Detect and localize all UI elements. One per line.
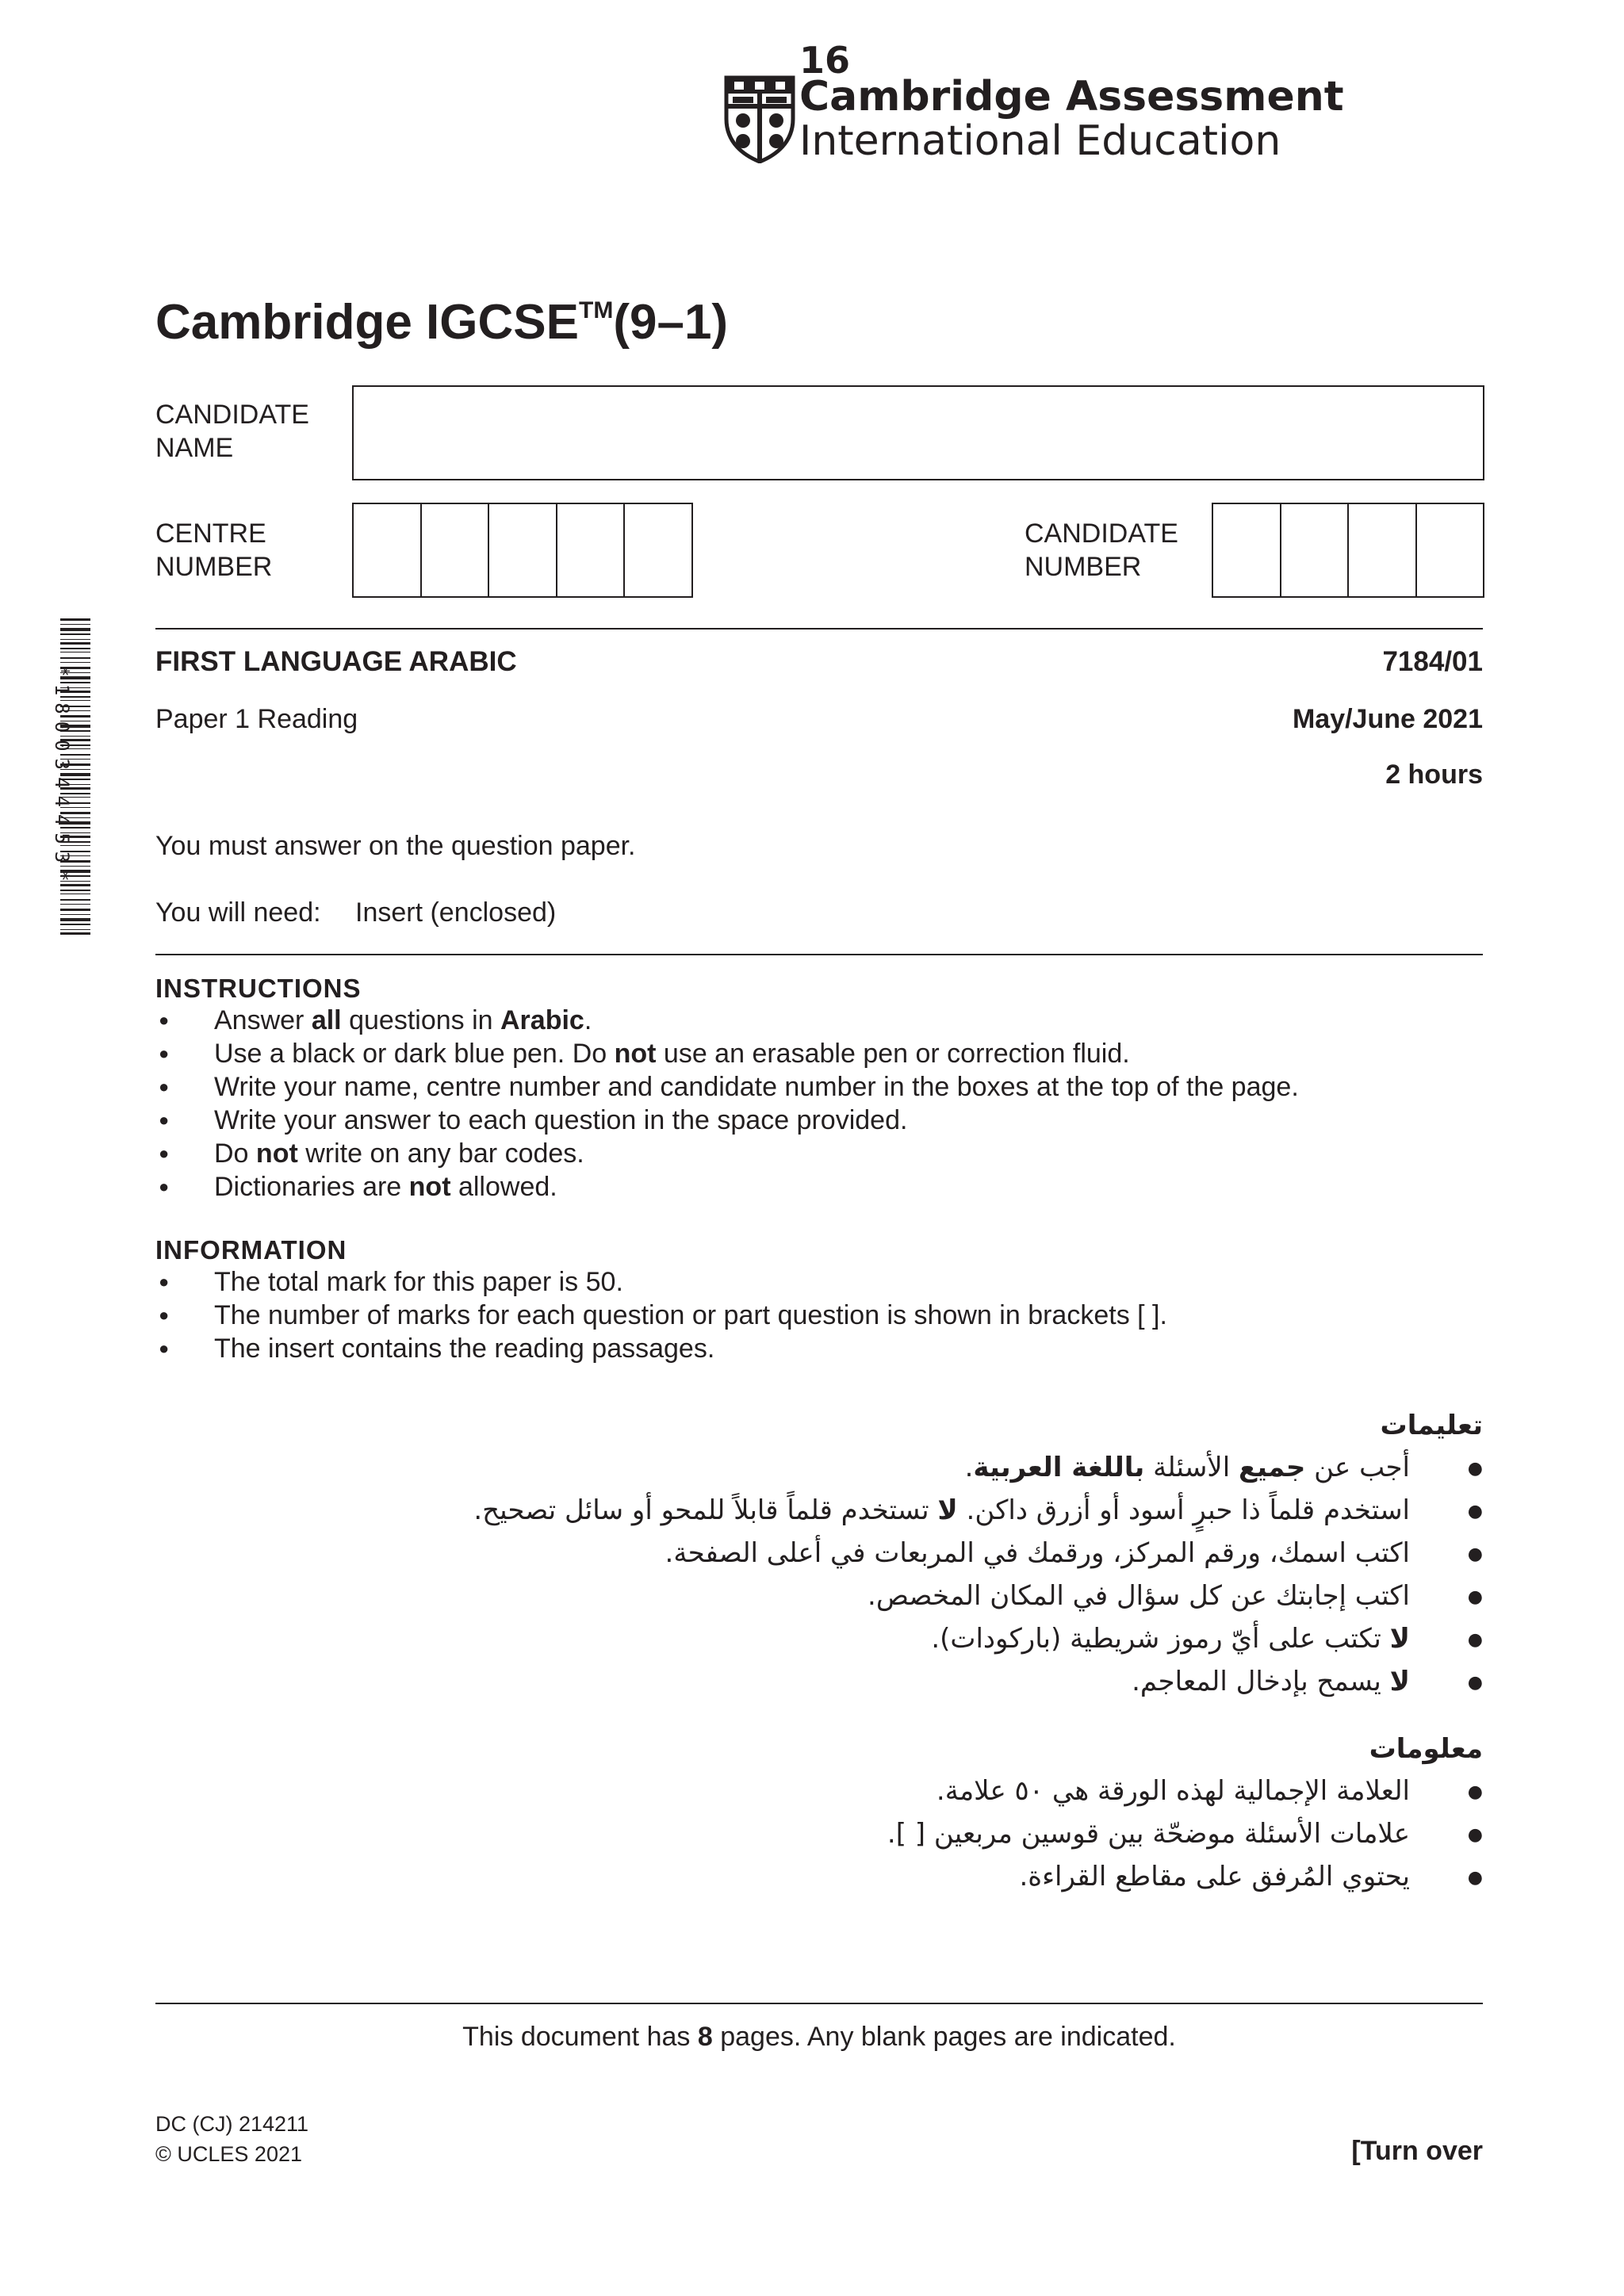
instruction-item: ● Answer all questions in Arabic.	[155, 1004, 1299, 1037]
subject-code: 7184/01	[1382, 646, 1483, 677]
arabic-instruction-item: ● أجب عن جميع الأسئلة باللغة العربية.	[473, 1446, 1483, 1489]
turn-over: [Turn over	[1351, 2136, 1483, 2166]
trademark-mark: TM	[579, 297, 614, 323]
centre-number-cell[interactable]	[489, 504, 557, 596]
information-item: ● The insert contains the reading passages.	[155, 1332, 1167, 1365]
instructions-list	[155, 1004, 1299, 1203]
copyright: © UCLES 2021	[155, 2142, 302, 2166]
materials-value: Insert (enclosed)	[355, 897, 557, 928]
cambridge-shield-icon	[723, 75, 796, 163]
arabic-information-heading: معلومات	[1369, 1733, 1483, 1765]
candidate-number-cell[interactable]	[1213, 504, 1281, 596]
page-number: 16	[799, 39, 851, 82]
information-list	[155, 1265, 1167, 1365]
candidate-name-box[interactable]	[352, 385, 1484, 480]
centre-number-cell[interactable]	[557, 504, 626, 596]
document-code: DC (CJ) 214211	[155, 2112, 309, 2136]
centre-number-boxes[interactable]	[352, 503, 693, 598]
information-heading: INFORMATION	[155, 1235, 347, 1265]
candidate-number-boxes[interactable]	[1212, 503, 1484, 598]
instructions-heading: INSTRUCTIONS	[155, 974, 362, 1003]
qualification-grade: (9–1)	[613, 295, 729, 350]
materials-label: You will need:	[155, 897, 321, 928]
divider-middle	[155, 954, 1483, 955]
exam-duration: 2 hours	[1385, 760, 1483, 790]
header-logo	[723, 39, 1344, 168]
centre-number-cell[interactable]	[625, 504, 691, 596]
instruction-item: ● Write your name, centre number and candidate number in the boxes at the top of the page.	[155, 1070, 1299, 1104]
qualification-title	[155, 279, 728, 354]
candidate-number-cell[interactable]	[1349, 504, 1417, 596]
org-name-line1: Cambridge Assessment	[799, 73, 1344, 121]
page-count-note: This document has 8 pages. Any blank pages are indicated.	[462, 2022, 1176, 2052]
arabic-instruction-item: ● لا تكتب على أيّ رموز شريطية (باركودات).	[473, 1617, 1483, 1660]
arabic-instruction-item: ● اكتب اسمك، ورقم المركز، ورقمك في المربعات في أعلى الصفحة.	[473, 1532, 1483, 1575]
arabic-instructions-heading: تعليمات	[1380, 1410, 1483, 1441]
instruction-item: ● Use a black or dark blue pen. Do not use an erasable pen or correction fluid.	[155, 1037, 1299, 1070]
arabic-instruction-item: ● لا يسمح بإدخال المعاجم.	[473, 1660, 1483, 1703]
arabic-instructions-list	[473, 1446, 1483, 1703]
centre-number-label: CENTRE NUMBER	[155, 519, 273, 582]
information-item: ● The total mark for this paper is 50.	[155, 1265, 1167, 1299]
answer-note: You must answer on the question paper.	[155, 831, 636, 861]
divider-top	[155, 628, 1483, 629]
arabic-instruction-item: ● اكتب إجابتك عن كل سؤال في المكان المخصص.	[473, 1575, 1483, 1617]
centre-number-cell[interactable]	[422, 504, 490, 596]
org-name-line2: International Education	[799, 117, 1281, 165]
candidate-number-cell[interactable]	[1417, 504, 1484, 596]
arabic-information-list	[887, 1770, 1483, 1898]
arabic-information-item: ● علامات الأسئلة موضحّة بين قوسين مربعين [ ].	[887, 1812, 1483, 1855]
instruction-item: ● Dictionaries are not allowed.	[155, 1170, 1299, 1203]
barcode	[49, 618, 90, 936]
instruction-item: ● Do not write on any bar codes.	[155, 1137, 1299, 1170]
divider-bottom	[155, 2003, 1483, 2004]
candidate-number-cell[interactable]	[1281, 504, 1350, 596]
centre-number-cell[interactable]	[354, 504, 422, 596]
instruction-item: ● Write your answer to each question in the space provided.	[155, 1104, 1299, 1137]
candidate-name-label: CANDIDATE NAME	[155, 400, 309, 463]
subject-title: FIRST LANGUAGE ARABIC	[155, 646, 517, 677]
arabic-instruction-item: ● استخدم قلماً ذا حبرٍ أسود أو أزرق داكن. لا تستخدم قلماً قابلاً للمحو أو سائل تصحيح.	[473, 1489, 1483, 1532]
paper-title: Paper 1 Reading	[155, 704, 358, 734]
candidate-number-label: CANDIDATE NUMBER	[1025, 519, 1178, 582]
arabic-information-item: ● العلامة الإجمالية لهذه الورقة هي ٥٠ علامة.	[887, 1770, 1483, 1812]
exam-session: May/June 2021	[1292, 704, 1483, 734]
information-item: ● The number of marks for each question or part question is shown in brackets [ ].	[155, 1299, 1167, 1332]
qualification-name: Cambridge IGCSE	[155, 295, 579, 350]
arabic-information-item: ● يحتوي المُرفق على مقاطع القراءة.	[887, 1855, 1483, 1898]
barcode-text: *1800344453*	[51, 665, 73, 889]
